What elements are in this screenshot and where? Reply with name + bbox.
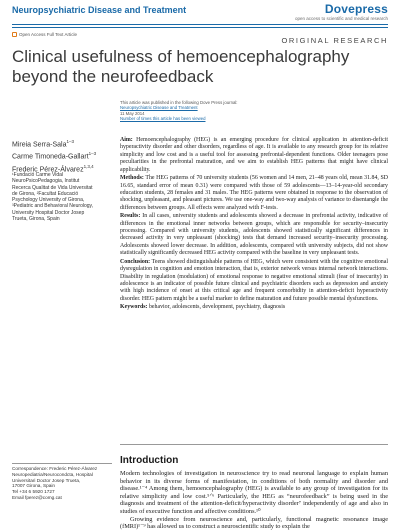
abstract-divider — [120, 444, 388, 445]
affiliation-line: Trueta, Girona, Spain — [12, 216, 60, 223]
affiliation-line: ¹Fundació Carme Vidal — [12, 172, 64, 178]
affiliations — [12, 172, 112, 222]
abstract-keywords: Keywords: behavior, adolescents, development, psychiatry, diagnosis — [120, 304, 286, 311]
abstract-methods: Methods: The HEG patterns of 70 university students (56 women and 14 men, 21–48 years old, mean 31.84, SD 16.65, standard error of mean 0.31) were compared with those of 59 adolescents—13–14-year-old secondary education students, 28 females and 31 males. The HEG patterns were obtained in response to the observation of shocking, unpleasant, and pleasant pictures. We use one-way and two-way analysis of variance to disentangle the differences between groups. All effects were analyzed with F-tests. — [120, 175, 388, 211]
correspondence — [12, 466, 116, 501]
title-line-2: beyond the neurofeedback — [12, 67, 214, 86]
pubnote-journal-link[interactable]: Neuropsychiatric Disease and Treatment — [120, 105, 198, 111]
correspondence-divider — [12, 463, 112, 464]
abstract-aim: Aim: Hemoencephalography (HEG) is an emerging procedure for clinical application in attention-deficit hyperactivity disorder and other disorders, regardless of age. It is available to any research group for its relative simplicity and low cost and is a useful tool for assessing prefrontal-dependent functions. Older teenagers pose peculiarities in the prefrontal maturation, and we aim to establish HEG patterns that might have clinical applicability. — [120, 137, 388, 173]
article-type: ORIGINAL RESEARCH — [281, 36, 388, 45]
correspondence-line: Universitari Doctor Josep Trueta, — [12, 477, 81, 483]
header-divider-thin — [12, 27, 388, 28]
abstract — [120, 137, 388, 312]
open-access-icon — [12, 32, 17, 37]
author-list — [12, 137, 120, 174]
open-access-label[interactable] — [12, 32, 77, 37]
open-access-text: Open Access Full Text Article — [19, 32, 77, 37]
author-name[interactable]: Carme Timoneda-Gallart$^{1-3}$ — [12, 151, 97, 161]
journal-name[interactable]: Neuropsychiatric Disease and Treatment — [12, 5, 187, 15]
pubnote-line: This article was published in the following Dove Press journal: — [120, 100, 238, 105]
correspondence-line: Neuropediatria/Neurocondcta, Hospital — [12, 471, 93, 477]
affiliation-line: Psychology University of Girona, — [12, 197, 85, 204]
correspondence-line: 17007 Girona, Spain — [12, 483, 56, 489]
affiliation-line: NeuroPsicoPedagogia, Institut — [12, 178, 80, 185]
affiliation-line: ³Pediatric and Behavioral Neurology, — [12, 203, 94, 210]
pubnote-views-link[interactable]: Number of times this article has been viewed — [120, 116, 206, 122]
author-name[interactable]: Mireia Serra-Sala$^{1-3}$ — [12, 139, 74, 149]
correspondence-email-link[interactable]: Email fperez@comg.cat — [12, 494, 62, 500]
title-line-1: Clinical usefulness of hemoencephalography — [12, 47, 350, 66]
journal-header — [0, 0, 400, 36]
correspondence-line: Tel +34 6 5920 1727 — [12, 489, 55, 495]
abstract-results: Results: In all cases, university students and adolescents showed a decrease in prefrontal activity, indicative of differences in the emotional inner networks between groups, which are responsible for security–insecurity processing. Compared with university students, adolescents showed statistically significant differences in decreased activity in very unpleasant (shocking) tests that demand increased security–insecurity processing. Adolescents showed lower decrease. In addition, adolescents, compared with university subjects, did not show statistically significantly decreased HEG activity compared with the baseline in very unpleasant tests. — [120, 213, 388, 257]
article-title — [12, 47, 372, 87]
introduction-heading: Introduction — [120, 455, 179, 466]
affiliation-line: University Hospital Doctor Josep — [12, 209, 85, 216]
author-name[interactable]: Frederic Pérez-Álvarez$^{1,3,4}$ — [12, 163, 94, 173]
correspondence-line: Correspondence: Frederic Pérez-Álvarez — [12, 466, 98, 471]
intro-paragraph: Growing evidence from neuroscience and, particularly, functional magnetic resonance image (fMRI)¹⁻⁹ has allowed us to construct a neuroscientific study to explain the — [120, 515, 388, 531]
pubnote-date: 11 May 2014 — [120, 110, 145, 116]
publication-note — [120, 100, 320, 122]
introduction-body — [120, 470, 388, 531]
publisher-logo[interactable]: Dovepress — [324, 2, 388, 16]
publisher-tagline: open access to scientific and medical research — [294, 16, 388, 21]
abstract-conclusion: Conclusion: Teens showed distinguishable patterns of HEG, which were consistent with the cognitive emotional dysregulation in cognition and emotion interaction, that is, exterior network versus internal network interactions. Disability in regulation (modulation) of emotional response to negative emotional stimuli (fear of insecurity) in adolescence is an indicator of possible future clinical and psychiatric disorders such as depression and anxiety with high incidence of onset at this critical age and frequent comorbidity in attention-deficit hyperactivity disorder. HEG pattern might be a useful marker to define maturation and future possible mental dysfunctions. — [120, 258, 388, 302]
affiliation-line: Recerca Qualitat de Vida Universitat — [12, 184, 93, 191]
intro-paragraph: Modern technologies of investigation in neuroscience try to read neuronal language to explain human behavior in its diverse forms of manifestation, in conditions of both normality and disorder and disease.¹⁻⁴ Among them, hemoencephalography (HEG) is available to any group of investigation for its relative simplicity and low cost.⁵ᐟ⁶ Particularly, the HEG as “neurofeedback” is being used in the diagnosis and treatment of the attention-deficit/hyperactivity disorder⁷ independently of age and also in studies of executive function and affective conditions.¹⁰ — [120, 470, 388, 515]
affiliation-line: de Girona, ²Facultat Educació — [12, 190, 79, 197]
header-divider — [12, 24, 388, 25]
